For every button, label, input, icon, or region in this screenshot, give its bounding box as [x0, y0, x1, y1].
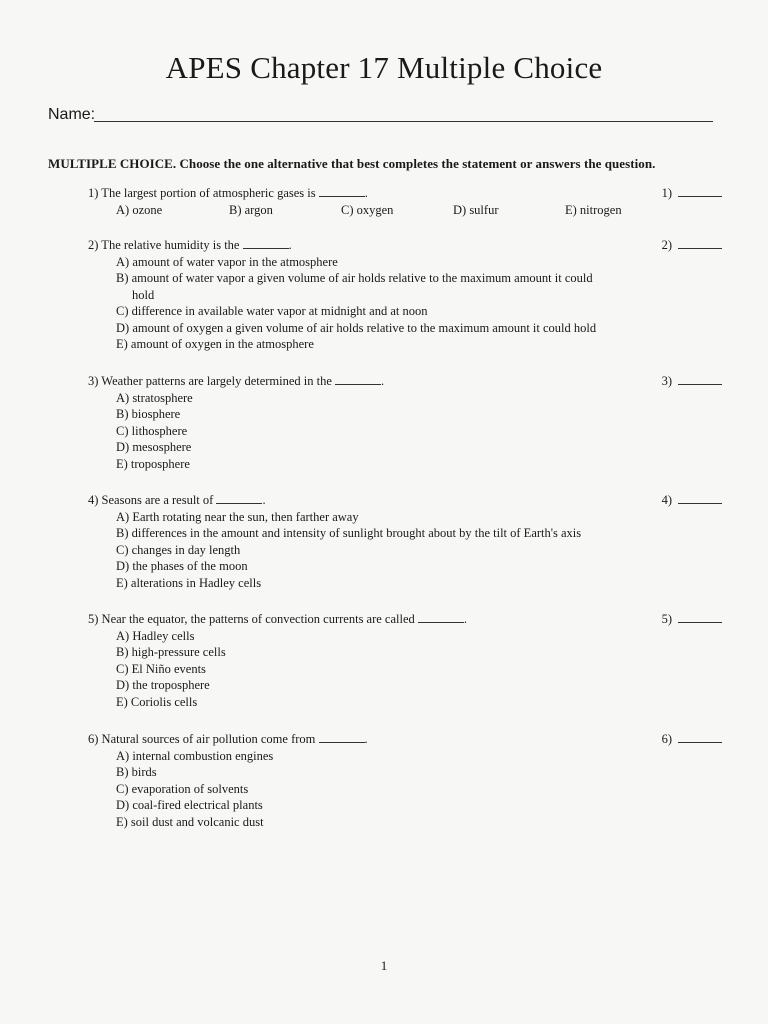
- answer-slot: [656, 731, 724, 748]
- choice-e: E) amount of oxygen in the atmosphere: [116, 337, 314, 351]
- choice-b-continuation: hold: [132, 287, 155, 302]
- inline-blank: [319, 732, 365, 743]
- question-1: [88, 185, 724, 218]
- choice-e: E) alterations in Hadley cells: [116, 575, 262, 590]
- answer-slot: [656, 373, 724, 390]
- page-number: 1: [380, 958, 388, 973]
- choice-e: E) Coriolis cells: [116, 694, 198, 709]
- answer-blank[interactable]: [678, 186, 722, 197]
- choice-d: D) the troposphere: [116, 678, 210, 692]
- question-3: [88, 373, 724, 472]
- answer-slot: [656, 237, 724, 254]
- choice-a: A) ozone: [116, 202, 163, 217]
- choice-list: [88, 254, 724, 353]
- answer-slot: [656, 492, 724, 509]
- question-stem: 5) Near the equator, the patterns of convection currents are called .: [88, 612, 468, 626]
- question-stem: 4) Seasons are a result of .: [88, 493, 266, 507]
- inline-blank: [335, 374, 381, 385]
- answer-number: 5): [661, 612, 672, 626]
- choice-list: [88, 390, 724, 473]
- answer-number: 6): [661, 732, 672, 746]
- answer-slot: [656, 185, 724, 202]
- choice-d: D) coal-fired electrical plants: [116, 798, 263, 812]
- choice-e: E) nitrogen: [565, 202, 622, 217]
- choice-d: D) amount of oxygen a given volume of air holds relative to the maximum amount it could hold: [116, 320, 597, 335]
- answer-number: 1): [661, 186, 672, 200]
- choice-c: C) oxygen: [341, 202, 394, 217]
- name-label: Name:: [48, 106, 96, 123]
- choice-c: C) El Niño events: [116, 661, 206, 676]
- question-stem: 6) Natural sources of air pollution come from .: [88, 732, 368, 746]
- answer-number: 3): [661, 374, 672, 388]
- choice-c: C) evaporation of solvents: [116, 781, 249, 796]
- choice-e: E) soil dust and volcanic dust: [116, 814, 264, 829]
- question-5: [88, 611, 724, 710]
- choice-b: B) biosphere: [116, 407, 181, 421]
- choice-d: D) mesosphere: [116, 440, 192, 454]
- choice-list: [88, 509, 724, 592]
- instructions: MULTIPLE CHOICE. Choose the one alternative that best completes the statement or answers the question.: [48, 156, 656, 171]
- answer-blank[interactable]: [678, 374, 722, 385]
- choice-d: D) sulfur: [453, 202, 499, 217]
- question-6: [88, 731, 724, 830]
- name-row: [48, 106, 713, 130]
- choice-a: A) Hadley cells: [116, 628, 195, 643]
- question-stem: 2) The relative humidity is the .: [88, 238, 292, 252]
- choice-b: B) argon: [229, 202, 273, 217]
- answer-blank[interactable]: [678, 493, 722, 504]
- choice-list: [88, 748, 724, 831]
- question-2: [88, 237, 724, 353]
- choice-a: A) stratosphere: [116, 390, 193, 405]
- page-title: APES Chapter 17 Multiple Choice: [165, 50, 603, 85]
- choice-b: B) amount of water vapor a given volume of air holds relative to the maximum amount it could: [116, 271, 593, 285]
- choice-list: [88, 202, 724, 219]
- choice-b: B) differences in the amount and intensity of sunlight brought about by the tilt of Earth's axis: [116, 526, 582, 540]
- choice-a: A) amount of water vapor in the atmosphere: [116, 254, 338, 269]
- question-stem: 1) The largest portion of atmospheric gases is .: [88, 186, 368, 200]
- choice-b: B) high-pressure cells: [116, 645, 226, 659]
- choice-c: C) lithosphere: [116, 423, 188, 438]
- choice-d: D) the phases of the moon: [116, 559, 248, 573]
- choice-c: C) changes in day length: [116, 542, 241, 557]
- choice-c: C) difference in available water vapor at midnight and at noon: [116, 304, 428, 318]
- choice-b: B) birds: [116, 765, 157, 779]
- name-input-line[interactable]: [94, 121, 713, 122]
- question-4: [88, 492, 724, 591]
- question-stem: 3) Weather patterns are largely determined in the .: [88, 374, 385, 388]
- answer-slot: [656, 611, 724, 628]
- answer-blank[interactable]: [678, 612, 722, 623]
- answer-number: 4): [661, 493, 672, 507]
- choice-a: A) internal combustion engines: [116, 748, 274, 763]
- inline-blank: [418, 612, 464, 623]
- inline-blank: [216, 493, 262, 504]
- inline-blank: [319, 186, 365, 197]
- answer-blank[interactable]: [678, 238, 722, 249]
- choice-a: A) Earth rotating near the sun, then farther away: [116, 509, 359, 524]
- choice-e: E) troposphere: [116, 456, 190, 471]
- answer-blank[interactable]: [678, 732, 722, 743]
- answer-number: 2): [661, 238, 672, 252]
- inline-blank: [243, 238, 289, 249]
- choice-list: [88, 628, 724, 711]
